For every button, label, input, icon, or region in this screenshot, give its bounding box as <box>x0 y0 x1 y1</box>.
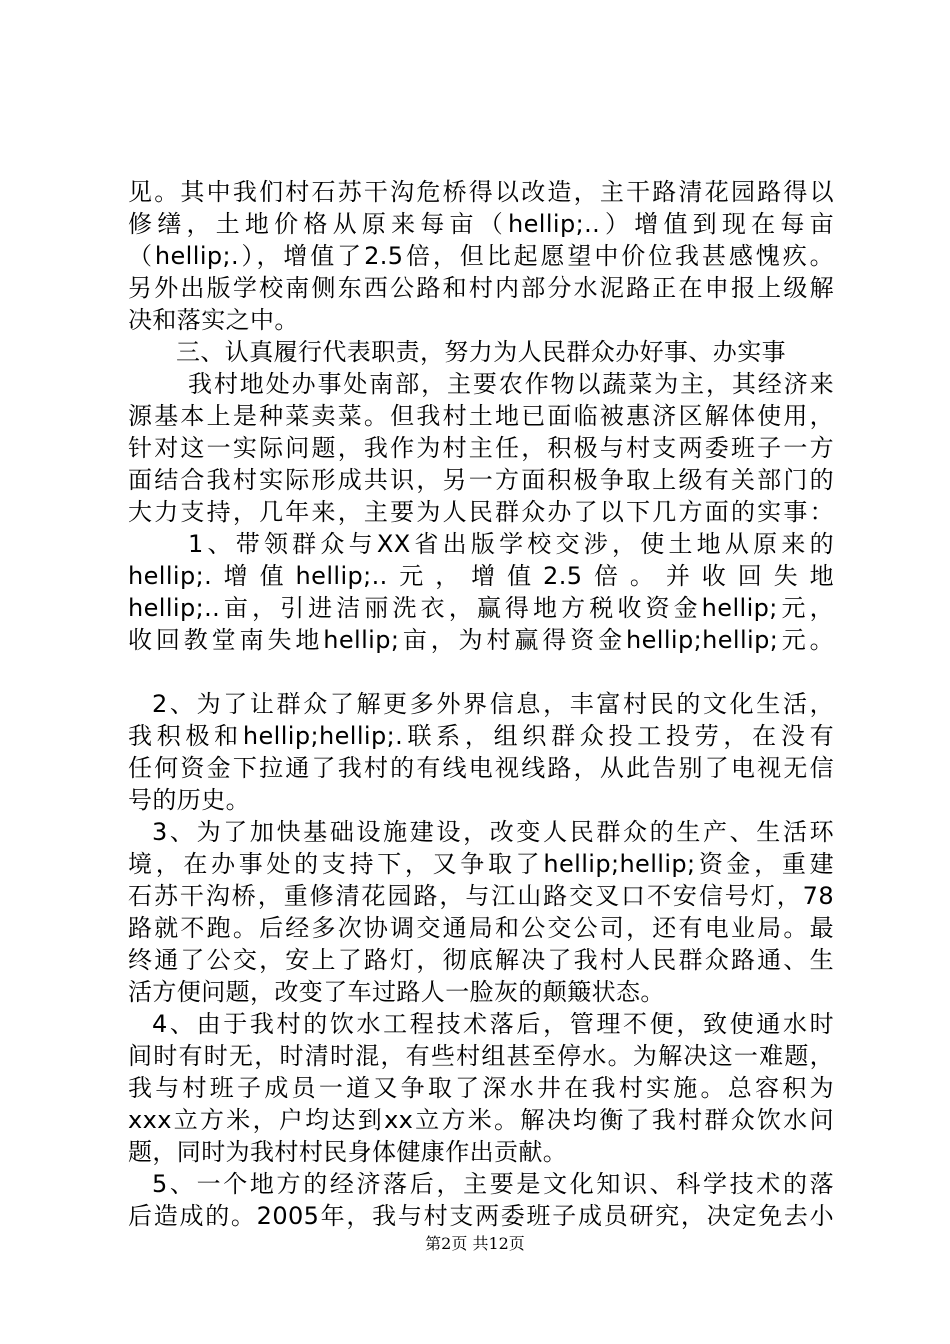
text-line: 另外出版学校南侧东西公路和村内部分水泥路正在申报上级解 <box>128 274 834 302</box>
text-line: 见。其中我们村石苏干沟危桥得以改造，主干路清花园路得以 <box>128 178 834 206</box>
text-line: 终通了公交，安上了路灯，彻底解决了我村人民群众路通、生 <box>128 946 834 974</box>
text-line: 题，同时为我村村民身体健康作出贡献。 <box>128 1138 568 1166</box>
text-line: 1、带领群众与XX省出版学校交涉，使土地从原来的 <box>188 530 834 558</box>
page-footer: 第2页 共12页 <box>425 1234 525 1253</box>
text-line: 5、一个地方的经济落后，主要是文化知识、科学技术的落 <box>152 1170 834 1198</box>
text-line: 收回教堂南失地hellip;亩，为村赢得资金hellip;hellip;元。 <box>128 626 834 654</box>
section-heading: 三、认真履行代表职责，努力为人民群众办好事、办实事 <box>176 338 786 366</box>
text-line: hellip;..亩，引进洁丽洗衣，赢得地方税收资金hellip;元， <box>128 594 834 622</box>
text-line: （hellip;.），增值了2.5倍，但比起愿望中价位我甚感愧疚。 <box>128 242 834 270</box>
text-line: 大力支持，几年来，主要为人民群众办了以下几方面的实事： <box>128 498 834 526</box>
text-line: 4、由于我村的饮水工程技术落后，管理不便，致使通水时 <box>152 1010 834 1038</box>
text-line: 号的历史。 <box>128 786 250 814</box>
text-line: 我积极和hellip;hellip;.联系，组织群众投工投劳，在没有 <box>128 722 834 750</box>
text-line: 间时有时无，时清时混，有些村组甚至停水。为解决这一难题， <box>128 1042 834 1070</box>
text-line: 修缮，土地价格从原来每亩（hellip;..）增值到现在每亩 <box>128 210 834 238</box>
paragraph-spacer <box>128 656 834 688</box>
text-line: 面结合我村实际形成共识，另一方面积极争取上级有关部门的 <box>128 466 834 494</box>
text-line: hellip;.增值hellip;..元，增值2.5倍。并收回失地 <box>128 562 834 590</box>
text-line: 源基本上是种菜卖菜。但我村土地已面临被惠济区解体使用， <box>128 402 834 430</box>
text-line: 路就不跑。后经多次协调交通局和公交公司，还有电业局。最 <box>128 914 834 942</box>
text-line: 3、为了加快基础设施建设，改变人民群众的生产、生活环 <box>152 818 834 846</box>
text-line: 石苏干沟桥，重修清花园路，与江山路交叉口不安信号灯，78 <box>128 882 834 910</box>
text-line: 后造成的。2005年，我与村支两委班子成员研究，决定免去小 <box>128 1202 834 1230</box>
text-line: 决和落实之中。 <box>128 306 299 334</box>
text-line: 我与村班子成员一道又争取了深水井在我村实施。总容积为 <box>128 1074 834 1102</box>
text-line: 境，在办事处的支持下，又争取了hellip;hellip;资金，重建 <box>128 850 834 878</box>
document-body <box>128 176 834 1232</box>
text-line: xxx立方米，户均达到xx立方米。解决均衡了我村群众饮水问 <box>128 1106 834 1134</box>
text-line: 任何资金下拉通了我村的有线电视线路，从此告别了电视无信 <box>128 754 834 782</box>
text-line: 针对这一实际问题，我作为村主任，积极与村支两委班子一方 <box>128 434 834 462</box>
text-line: 2、为了让群众了解更多外界信息，丰富村民的文化生活， <box>152 690 834 718</box>
text-line: 活方便问题，改变了车过路人一脸灰的颠簸状态。 <box>128 978 665 1006</box>
text-line: 我村地处办事处南部，主要农作物以蔬菜为主，其经济来 <box>188 370 834 398</box>
